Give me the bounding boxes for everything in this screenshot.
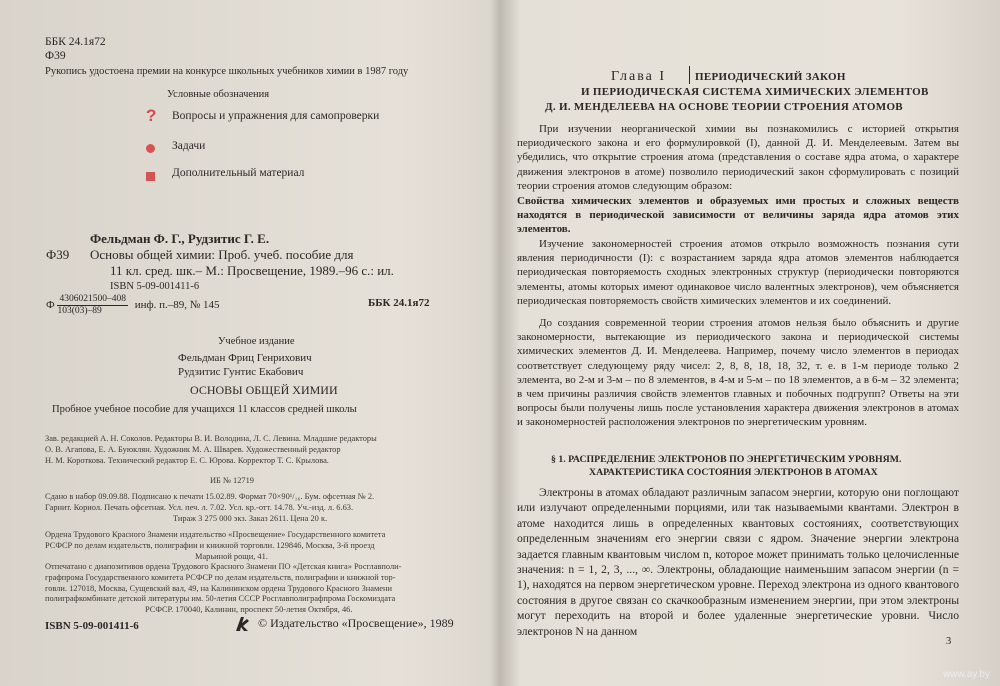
fraction-bottom: 103(03)–89 bbox=[57, 306, 102, 316]
printer-line: Отпечатано с диапозитивов ордена Трудового Красного Знамени ПО «Детская книга» Росглавполи- bbox=[45, 562, 402, 571]
circle-icon bbox=[146, 144, 155, 153]
bbk-bottom: ББК 24.1я72 bbox=[368, 297, 430, 309]
fraction-top: 4306021500–408 bbox=[59, 294, 126, 304]
edition-type: Учебное издание bbox=[218, 336, 295, 347]
editors-line: О. В. Агапова, Е. А. Буюклян. Художник М. А. Шварев. Художественный редактор bbox=[45, 444, 341, 454]
print-details bbox=[45, 492, 374, 524]
printer-line: РСФСР. 170040, Калинин, проспект 50-летия Октября, 46. bbox=[145, 605, 353, 615]
chapter-title-1: ПЕРИОДИЧЕСКИЙ ЗАКОН bbox=[695, 71, 846, 83]
fraction bbox=[57, 294, 128, 317]
publisher-line: Ордена Трудового Красного Знамени издательство «Просвещение» Государственного комитета bbox=[45, 530, 386, 539]
full-author-1: Фельдман Фриц Генрихович bbox=[178, 352, 312, 364]
catalog-code: Ф39 bbox=[46, 247, 70, 262]
paragraph-periodicity: Изучение закономерностей строения атомов открыло возможность познания сути явления периодичности (I): с возрастанием заряда ядра атомов элементов наблюдается периодическая повторяемость сходных электронных структур (периодически повторяются элементы, атомы которых имеют одинаковое число валентных электронов), чем объясняется периодическая повторяемость свойств химических элементов и их соединений. bbox=[517, 238, 959, 307]
chapter-label: Глава I bbox=[611, 69, 667, 84]
bbk-top: ББК 24.1я72 bbox=[45, 36, 106, 48]
authors: Фельдман Ф. Г., Рудзитис Г. Е. bbox=[90, 231, 270, 246]
publisher-block bbox=[45, 530, 385, 562]
citation-line-2: 11 кл. сред. шк.– М.: Просвещение, 1989.–96 с.: ил. bbox=[110, 263, 394, 278]
publisher-logo-icon bbox=[232, 613, 254, 635]
book-subtitle: Пробное учебное пособие для учащихся 11 классов средней школы bbox=[52, 404, 357, 415]
ib-number: ИБ № 12719 bbox=[210, 476, 254, 485]
printer-line: говли. 127018, Москва, Сущевский вал, 49, на Калининском ордена Трудового Красного Знамени bbox=[45, 583, 392, 593]
print-line: Тираж 3 275 000 экз. Заказ 2611. Цена 20 к. bbox=[173, 513, 328, 523]
full-author-2: Рудзитис Гунтис Екабович bbox=[178, 366, 304, 378]
publisher-line: РСФСР по делам издательств, полиграфии и книжной торговли. 129846, Москва, 3-й проезд bbox=[45, 540, 375, 550]
legend-item-additional: Дополнительный материал bbox=[172, 167, 305, 179]
copyright: © Издательство «Просвещение», 1989 bbox=[258, 616, 454, 630]
editors-line: Н. М. Короткова. Технический редактор Е. С. Юрова. Корректор Т. С. Крылова. bbox=[45, 455, 329, 465]
section-heading-2: ХАРАКТЕРИСТИКА СОСТОЯНИЯ ЭЛЕКТРОНОВ В АТОМАХ bbox=[589, 467, 878, 478]
citation-line-1: Основы общей химии: Проб. учеб. пособие для bbox=[90, 247, 354, 262]
printer-block bbox=[45, 562, 401, 616]
citation-isbn: ISBN 5-09-001411-6 bbox=[110, 281, 200, 292]
paragraph-electrons: Электроны в атомах обладают различным запасом энергии, которую они поглощают или излучают определенными порциями, или так называемыми квантами. Электрон в атоме находится лишь в определенных квантовых состояниях, соответствующих определенным значениям его энергии связи с ядром. Значение энергии электрона задается главным квантовым числом n, которое может принимать только целочисленные значения: n = 1, 2, 3, ..., ∞. Электроны, обладающие наименьшим запасом энергии (n = 1), находятся на первом энергетическом уровне. Переход электрона из одного квантового состояния в другое связан со скачкообразным изменением энергии, при этом электроны могут переходить на второй и более удаленные энергетические уровни. Число электронов N на данном bbox=[517, 486, 959, 638]
inf-note: инф. п.–89, № 145 bbox=[134, 299, 220, 312]
fraction-block bbox=[46, 294, 220, 317]
chapter-divider bbox=[689, 66, 690, 84]
watermark: www.ay.by bbox=[942, 669, 990, 680]
square-icon bbox=[146, 172, 155, 181]
chapter-title-2: И ПЕРИОДИЧЕСКАЯ СИСТЕМА ХИМИЧЕСКИХ ЭЛЕМЕНТОВ bbox=[581, 86, 929, 98]
book-title: ОСНОВЫ ОБЩЕЙ ХИМИИ bbox=[190, 383, 338, 397]
fraction-prefix: Ф bbox=[46, 299, 55, 312]
chapter-title-3: Д. И. МЕНДЕЛЕЕВА НА ОСНОВЕ ТЕОРИИ СТРОЕНИЯ АТОМОВ bbox=[545, 101, 903, 113]
code-top: Ф39 bbox=[45, 50, 66, 62]
paragraph-regularities: До создания современной теории строения атомов нельзя было объяснить и другие закономерности, вытекающие из периодического закона и периодической системы химических элементов Д. И. Менделеева. Например, почему число элементов в периодах соответствует следующему ряду чисел: 2, 8, 8, 18, 18, 32, т. е. в 1-м периоде только 2 элемента, во 2-м и 3-м – по 8 элементов, в 4-м и 5-м – по 18 элементов, а в 6-м – 32 элемента; в чем причины различия свойств элементов главных и побочных подгрупп? Ответы на эти вопросы были получены лишь после установления характера движения электронов в атомах и закономерностей расположения электронов по энергетическим уровням. bbox=[517, 317, 959, 429]
isbn-bottom: ISBN 5-09-001411-6 bbox=[45, 620, 139, 632]
paragraph-intro: При изучении неорганической химии вы познакомились с историей открытия периодического закона и его формулировкой (I), данной Д. И. Менделеевым. Затем вы убедились, что открытие строения атома (представления о составе ядра атома, о характере движения электронов в атоме) позволило периодический закон сформулировать с позиций теории строения атомов следующим образом: bbox=[517, 123, 959, 192]
periodic-law-statement: Свойства химических элементов и образуемых ими простых и сложных веществ находятся в периодической зависимости от величины заряда ядра атомов этих элементов. bbox=[517, 195, 959, 236]
right-page bbox=[503, 0, 1000, 686]
editors-block bbox=[45, 434, 377, 466]
legend-title: Условные обозначения bbox=[167, 89, 270, 100]
print-line: Гарнит. Кориол. Печать офсетная. Усл. печ. л. 7.02. Усл. кр.-отт. 14.78. Уч.-изд. л. 6.63. bbox=[45, 502, 354, 512]
editors-line: Зав. редакцией А. Н. Соколов. Редакторы В. И. Володина, Л. С. Левина. Младшие редакторы bbox=[45, 434, 377, 443]
section-heading-1: § 1. РАСПРЕДЕЛЕНИЕ ЭЛЕКТРОНОВ ПО ЭНЕРГЕТИЧЕСКИМ УРОВНЯМ. bbox=[551, 454, 902, 465]
printer-line: графпрома Государственного комитета РСФСР по делам издательств, полиграфии и книжной тор- bbox=[45, 572, 396, 582]
question-mark-icon: ? bbox=[146, 106, 157, 125]
print-line: Сдано в набор 09.09.88. Подписано к печати 15.02.89. Формат 70×90¹/₁₆. Бум. офсетная № 2. bbox=[45, 492, 375, 501]
publisher-line: Марьиной рощи, 41. bbox=[195, 551, 268, 561]
legend-item-tasks: Задачи bbox=[172, 140, 206, 152]
page-number: 3 bbox=[946, 636, 952, 647]
left-page bbox=[0, 0, 493, 686]
printer-line: полиграфкомбинате детской литературы им. 50-летия СССР Росглавполиграфпрома Госкомиздата bbox=[45, 594, 396, 604]
legend-item-questions: Вопросы и упражнения для самопроверки bbox=[172, 110, 380, 122]
award-note: Рукопись удостоена премии на конкурсе школьных учебников химии в 1987 году bbox=[45, 66, 409, 77]
